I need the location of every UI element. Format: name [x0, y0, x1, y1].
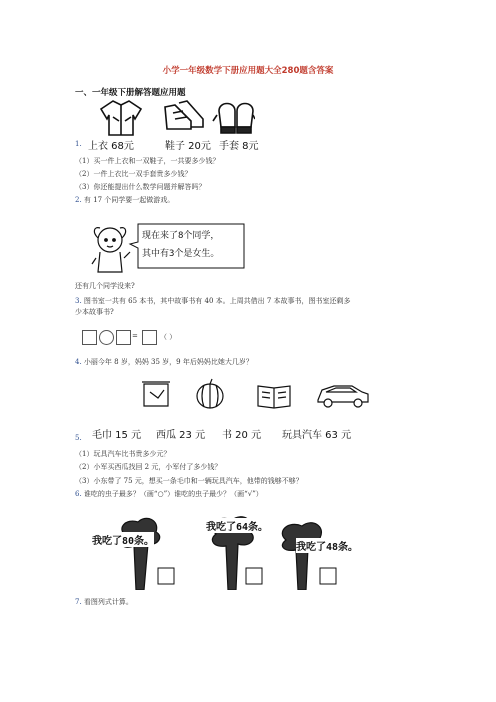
book-icon — [258, 386, 290, 408]
toy-car-icon — [318, 386, 368, 407]
q1-number: 1. — [75, 140, 82, 148]
shoes-icon — [165, 101, 203, 129]
jacket-icon — [101, 101, 141, 135]
q5-sub-3: （3）小东带了 75 元，想买一条毛巾和一辆玩具汽车，他带的钱够不够？ — [75, 477, 303, 485]
unit-paren: （ ） — [160, 333, 177, 341]
q5-label-watermelon: 西瓜 23 元 — [156, 430, 206, 441]
q1-label-shoes: 鞋子 20元 — [165, 141, 211, 152]
answer-box-2[interactable] — [116, 330, 131, 345]
q2-bubble-line-1: 现在来了8个同学， — [142, 231, 220, 241]
q7-number: 7. — [75, 598, 82, 606]
q4-text: 小丽今年 8 岁，妈妈 35 岁，9 年后妈妈比她大几岁？ — [83, 358, 253, 366]
answer-box-1[interactable] — [82, 330, 97, 345]
answer-box-bird-2 — [246, 568, 262, 584]
watermelon-icon — [197, 379, 223, 408]
towel-icon — [142, 382, 170, 406]
answer-box-3[interactable] — [142, 330, 157, 345]
q7-text: 看图列式计算。 — [83, 598, 133, 606]
q2-after: 还有几个同学没来? — [75, 282, 135, 290]
q1-sub-2: （2）一件上衣比一双手套贵多少钱？ — [75, 170, 192, 178]
q5-number: 5. — [75, 434, 82, 442]
q6-bubble-1: 我吃了80条。 — [92, 532, 154, 547]
section-heading: 一、一年级下册解答题应用题 — [75, 88, 186, 98]
q3-text-2: 少本故事书? — [75, 308, 114, 316]
q5-items-picture — [140, 376, 370, 414]
q2-bubble-line-2: 其中有3个是女生。 — [142, 249, 220, 259]
q1-items-picture — [95, 97, 255, 139]
equals-sign: = — [132, 332, 138, 340]
girl-icon — [92, 228, 130, 272]
document-title: 小学一年级数学下册应用题大全280题含答案 — [162, 66, 334, 76]
answer-box-bird-1 — [158, 568, 174, 584]
q6-number: 6. — [75, 490, 82, 498]
q5-label-book: 书 20 元 — [222, 430, 262, 441]
gloves-icon — [213, 104, 255, 134]
q2-number: 2. — [75, 196, 82, 204]
q1-label-gloves: 手套 8元 — [219, 141, 259, 152]
answer-box-bird-3 — [320, 568, 336, 584]
q1-sub-3: （3）你还能提出什么数学问题并解答吗？ — [75, 183, 206, 191]
q6-text: 谁吃的虫子最多？（画“○”）谁吃的虫子最少？（画“√”） — [83, 490, 263, 498]
operator-circle-1[interactable] — [99, 330, 114, 345]
q3-text-1: 图书室一共有 65 本书，其中故事书有 40 本。上周共借出 7 本故事书，图书室还剩多 — [83, 297, 351, 305]
q6-bubble-2: 我吃了64条。 — [206, 518, 268, 533]
q5-sub-1: （1）玩具汽车比书贵多少元？ — [75, 450, 171, 458]
q1-sub-1: （1）买一件上衣和一双鞋子，一共要多少钱？ — [75, 157, 220, 165]
q5-label-toy-car: 玩具汽车 63 元 — [282, 430, 352, 441]
q2-text: 有 17 个同学要一起做游戏。 — [83, 196, 175, 204]
tree-icon — [282, 523, 323, 590]
q5-sub-2: （2）小军买西瓜找回 2 元，小军付了多少钱？ — [75, 463, 222, 471]
q4-number: 4. — [75, 358, 82, 366]
tree-icon — [121, 518, 159, 590]
q5-label-towel: 毛巾 15 元 — [92, 430, 142, 441]
q1-label-jacket: 上衣 68元 — [88, 141, 134, 152]
q6-bubble-3: 我吃了48条。 — [296, 538, 358, 553]
q3-number: 3. — [75, 297, 82, 305]
